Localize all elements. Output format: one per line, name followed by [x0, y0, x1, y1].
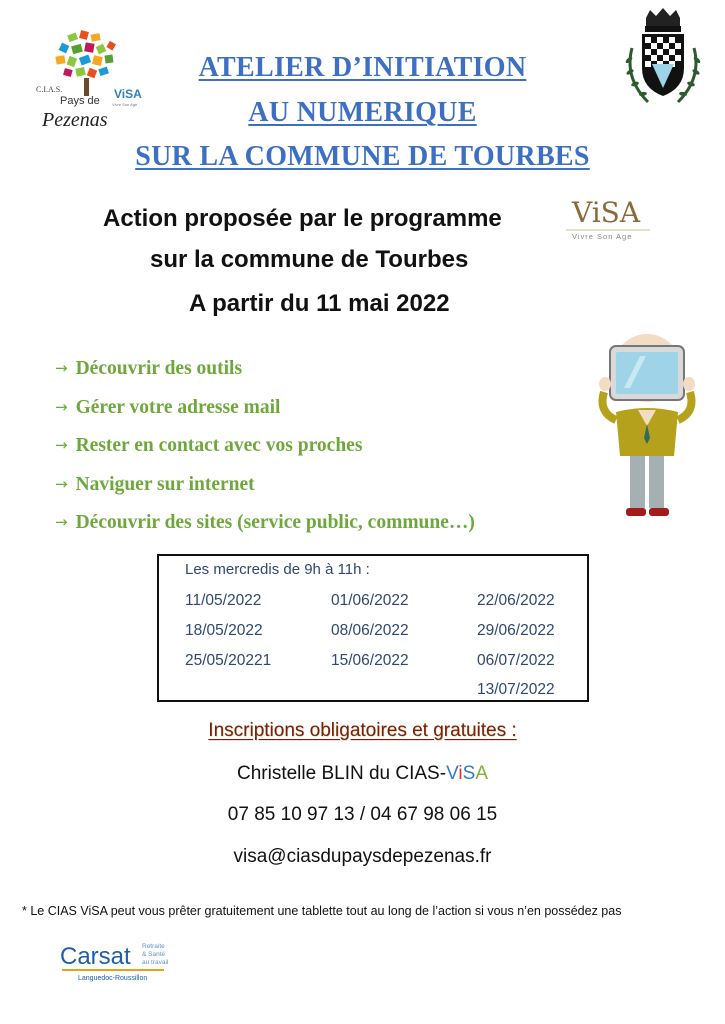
page-title-line-2: AU NUMERIQUE [248, 97, 477, 128]
schedule-date: 01/06/2022 [331, 592, 409, 609]
svg-text:Vivre Son Age: Vivre Son Age [572, 232, 633, 241]
svg-text:ViSA: ViSA [572, 196, 641, 229]
subtitle-line-1: Action proposée par le programme [103, 205, 502, 232]
schedule-date: 22/06/2022 [477, 592, 555, 609]
list-item: → Naviguer sur internet [55, 473, 255, 495]
contact-person: Christelle BLIN du CIAS-ViSA [236, 763, 489, 784]
svg-text:Pays de: Pays de [60, 95, 100, 107]
list-item: → Gérer votre adresse mail [55, 396, 281, 418]
contact-email: visa@ciasdupaysdepezenas.fr [233, 846, 492, 867]
contact-phones: 07 85 10 97 13 / 04 67 98 06 15 [227, 804, 498, 825]
list-item: → Rester en contact avec vos proches [55, 435, 363, 456]
workshop-topics-list [55, 358, 475, 551]
list-item: → Découvrir des outils [55, 358, 243, 379]
list-item: → Découvrir des sites (service public, commune…) [55, 512, 475, 533]
schedule-date: 29/06/2022 [477, 622, 555, 639]
person-with-tablet-illustration [594, 326, 700, 526]
arrow-right-icon: → [55, 397, 68, 416]
carsat-logo [60, 938, 190, 986]
svg-text:C.I.A.S.: C.I.A.S. [36, 85, 63, 94]
svg-text:ViSA: ViSA [114, 87, 142, 101]
svg-text:Carsat: Carsat [60, 943, 131, 970]
svg-text:Vivre Son Age: Vivre Son Age [112, 102, 138, 107]
schedule-date: 08/06/2022 [331, 622, 409, 639]
footnote: * Le CIAS ViSA peut vous prêter gratuitement une tablette tout au long de l’action si vous n’en possédez pas [22, 904, 622, 918]
page-title-line-3: SUR LA COMMUNE DE TOURBES [135, 141, 590, 172]
registration-heading: Inscriptions obligatoires et gratuites : [208, 720, 517, 741]
schedule-date: 13/07/2022 [477, 681, 555, 698]
schedule-date: 06/07/2022 [477, 652, 555, 669]
arrow-right-icon: → [55, 436, 68, 454]
subtitle-line-3: A partir du 11 mai 2022 [189, 290, 450, 317]
visa-logo [562, 192, 654, 246]
svg-text:Retraite: Retraite [142, 943, 165, 950]
svg-text:Pezenas: Pezenas [42, 109, 108, 131]
arrow-right-icon: → [55, 474, 68, 493]
schedule-date: 15/06/2022 [331, 652, 409, 669]
svg-text:Languedoc-Roussillon: Languedoc-Roussillon [78, 975, 148, 982]
schedule-heading: Les mercredis de 9h à 11h : [185, 561, 370, 578]
schedule-date: 11/05/2022 [185, 592, 262, 609]
arrow-right-icon: → [55, 513, 68, 531]
schedule-date: 25/05/20221 [185, 652, 272, 669]
subtitle-line-2: sur la commune de Tourbes [150, 246, 469, 273]
svg-text:au travail: au travail [142, 959, 169, 966]
schedule-date: 18/05/2022 [185, 622, 263, 639]
svg-text:& Santé: & Santé [142, 951, 166, 958]
page-title-line-1: ATELIER D’INITIATION [198, 52, 527, 83]
arrow-right-icon: → [55, 359, 68, 377]
schedule-box [157, 554, 589, 702]
